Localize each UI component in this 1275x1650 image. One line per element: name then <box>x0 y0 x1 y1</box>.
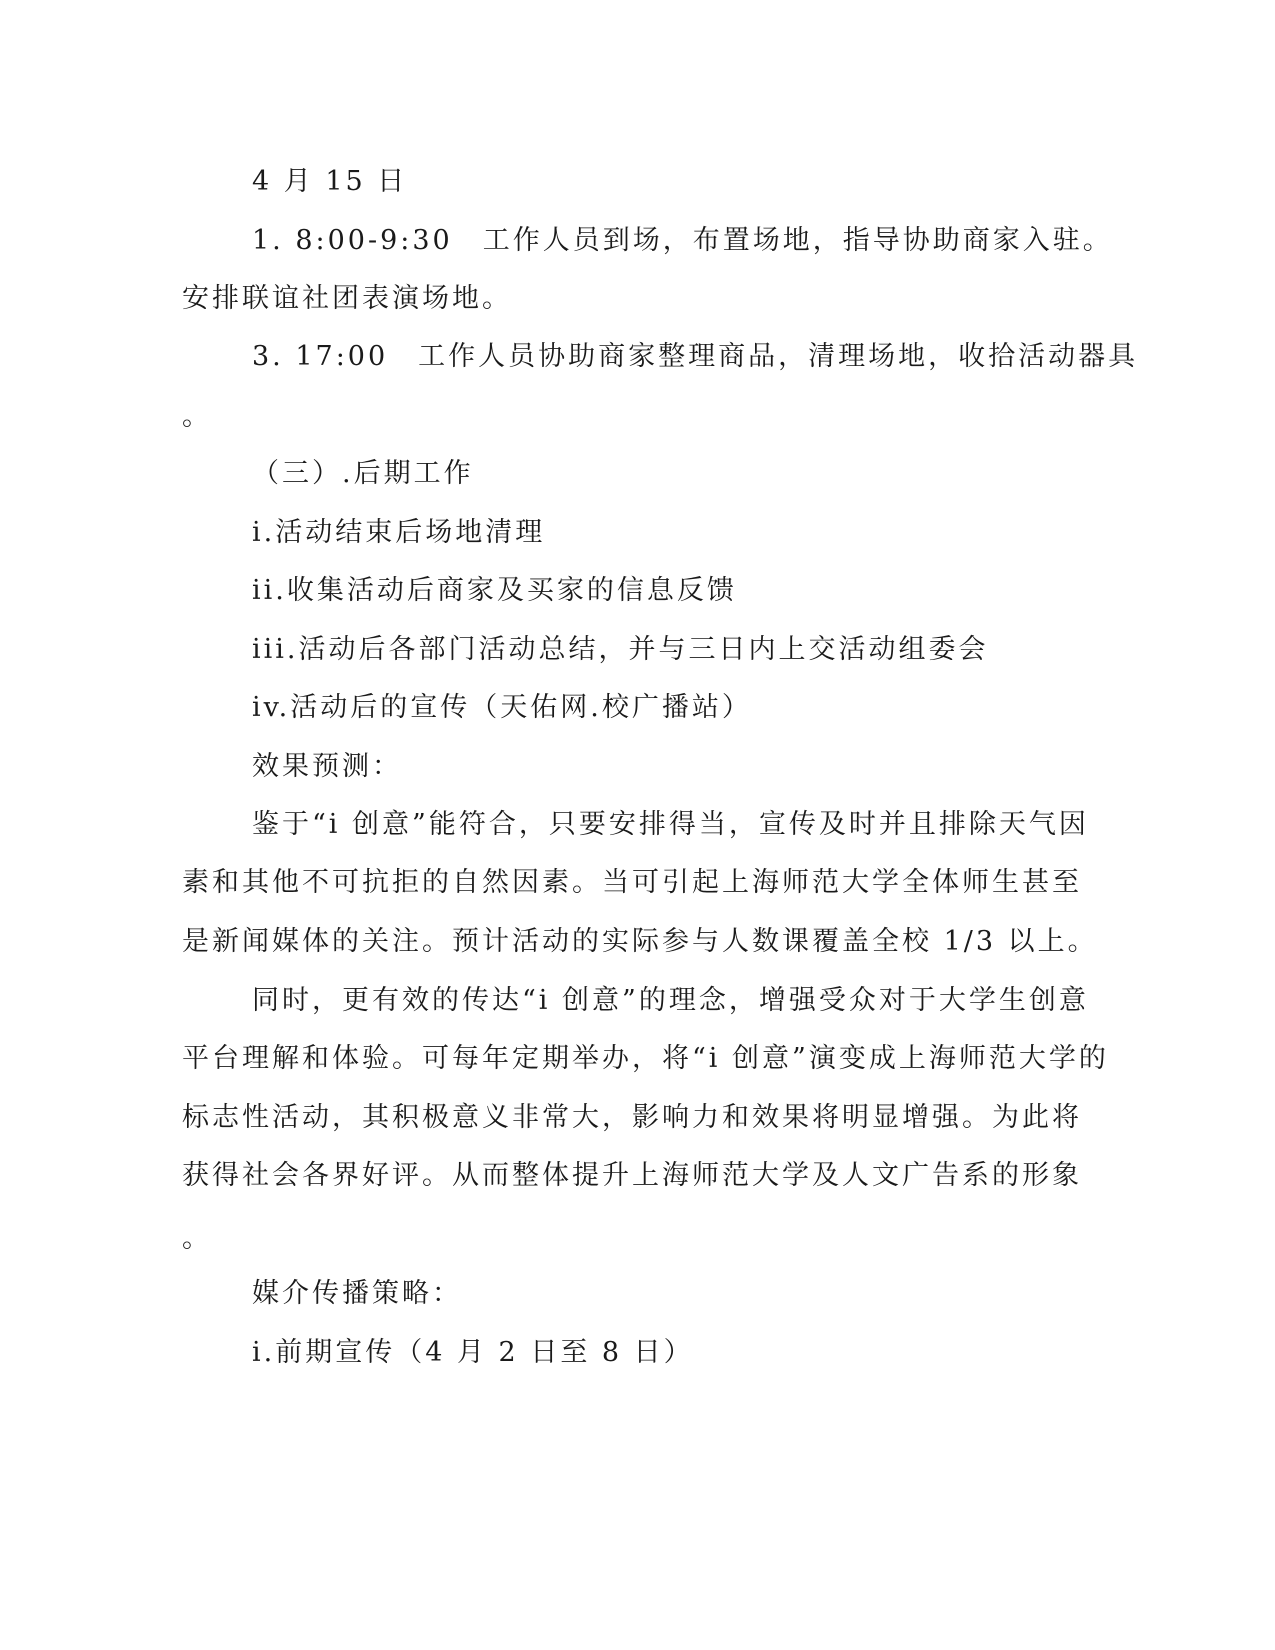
schedule-item-3: 3. 17:00 工作人员协助商家整理商品，清理场地，收拾活动器具 <box>252 341 1139 372</box>
paragraph-line: 是新闻媒体的关注。预计活动的实际参与人数课覆盖全校 1/3 以上。 <box>182 926 1098 957</box>
paragraph-line: 标志性活动，其积极意义非常大，影响力和效果将明显增强。为此将 <box>182 1102 1082 1133</box>
list-item-iii: iii.活动后各部门活动总结，并与三日内上交活动组委会 <box>252 634 989 665</box>
paragraph-line: 鉴于“i 创意”能符合，只要安排得当，宣传及时并且排除天气因 <box>252 809 1089 840</box>
section-heading-media: 媒介传播策略： <box>252 1278 462 1309</box>
list-item-iv: iv.活动后的宣传（天佑网.校广播站） <box>252 692 752 723</box>
paragraph-line: 同时，更有效的传达“i 创意”的理念，增强受众对于大学生创意 <box>252 985 1089 1016</box>
schedule-item-3-end: 。 <box>182 401 212 432</box>
section-heading-effect: 效果预测： <box>252 751 402 782</box>
paragraph-line: 素和其他不可抗拒的自然因素。当可引起上海师范大学全体师生甚至 <box>182 867 1082 898</box>
section-heading-post-work: （三）.后期工作 <box>252 458 474 489</box>
list-item-pre-publicity: i.前期宣传（4 月 2 日至 8 日） <box>252 1337 694 1368</box>
schedule-item-2: 安排联谊社团表演场地。 <box>182 283 512 314</box>
paragraph-line: 。 <box>182 1223 212 1254</box>
schedule-item-1: 1. 8:00-9:30 工作人员到场，布置场地，指导协助商家入驻。 <box>252 225 1113 256</box>
list-item-ii: ii.收集活动后商家及买家的信息反馈 <box>252 575 737 606</box>
list-item-i: i.活动结束后场地清理 <box>252 517 546 548</box>
paragraph-line: 获得社会各界好评。从而整体提升上海师范大学及人文广告系的形象 <box>182 1160 1082 1191</box>
date-heading: 4 月 15 日 <box>252 166 408 197</box>
paragraph-line: 平台理解和体验。可每年定期举办，将“i 创意”演变成上海师范大学的 <box>182 1043 1109 1074</box>
